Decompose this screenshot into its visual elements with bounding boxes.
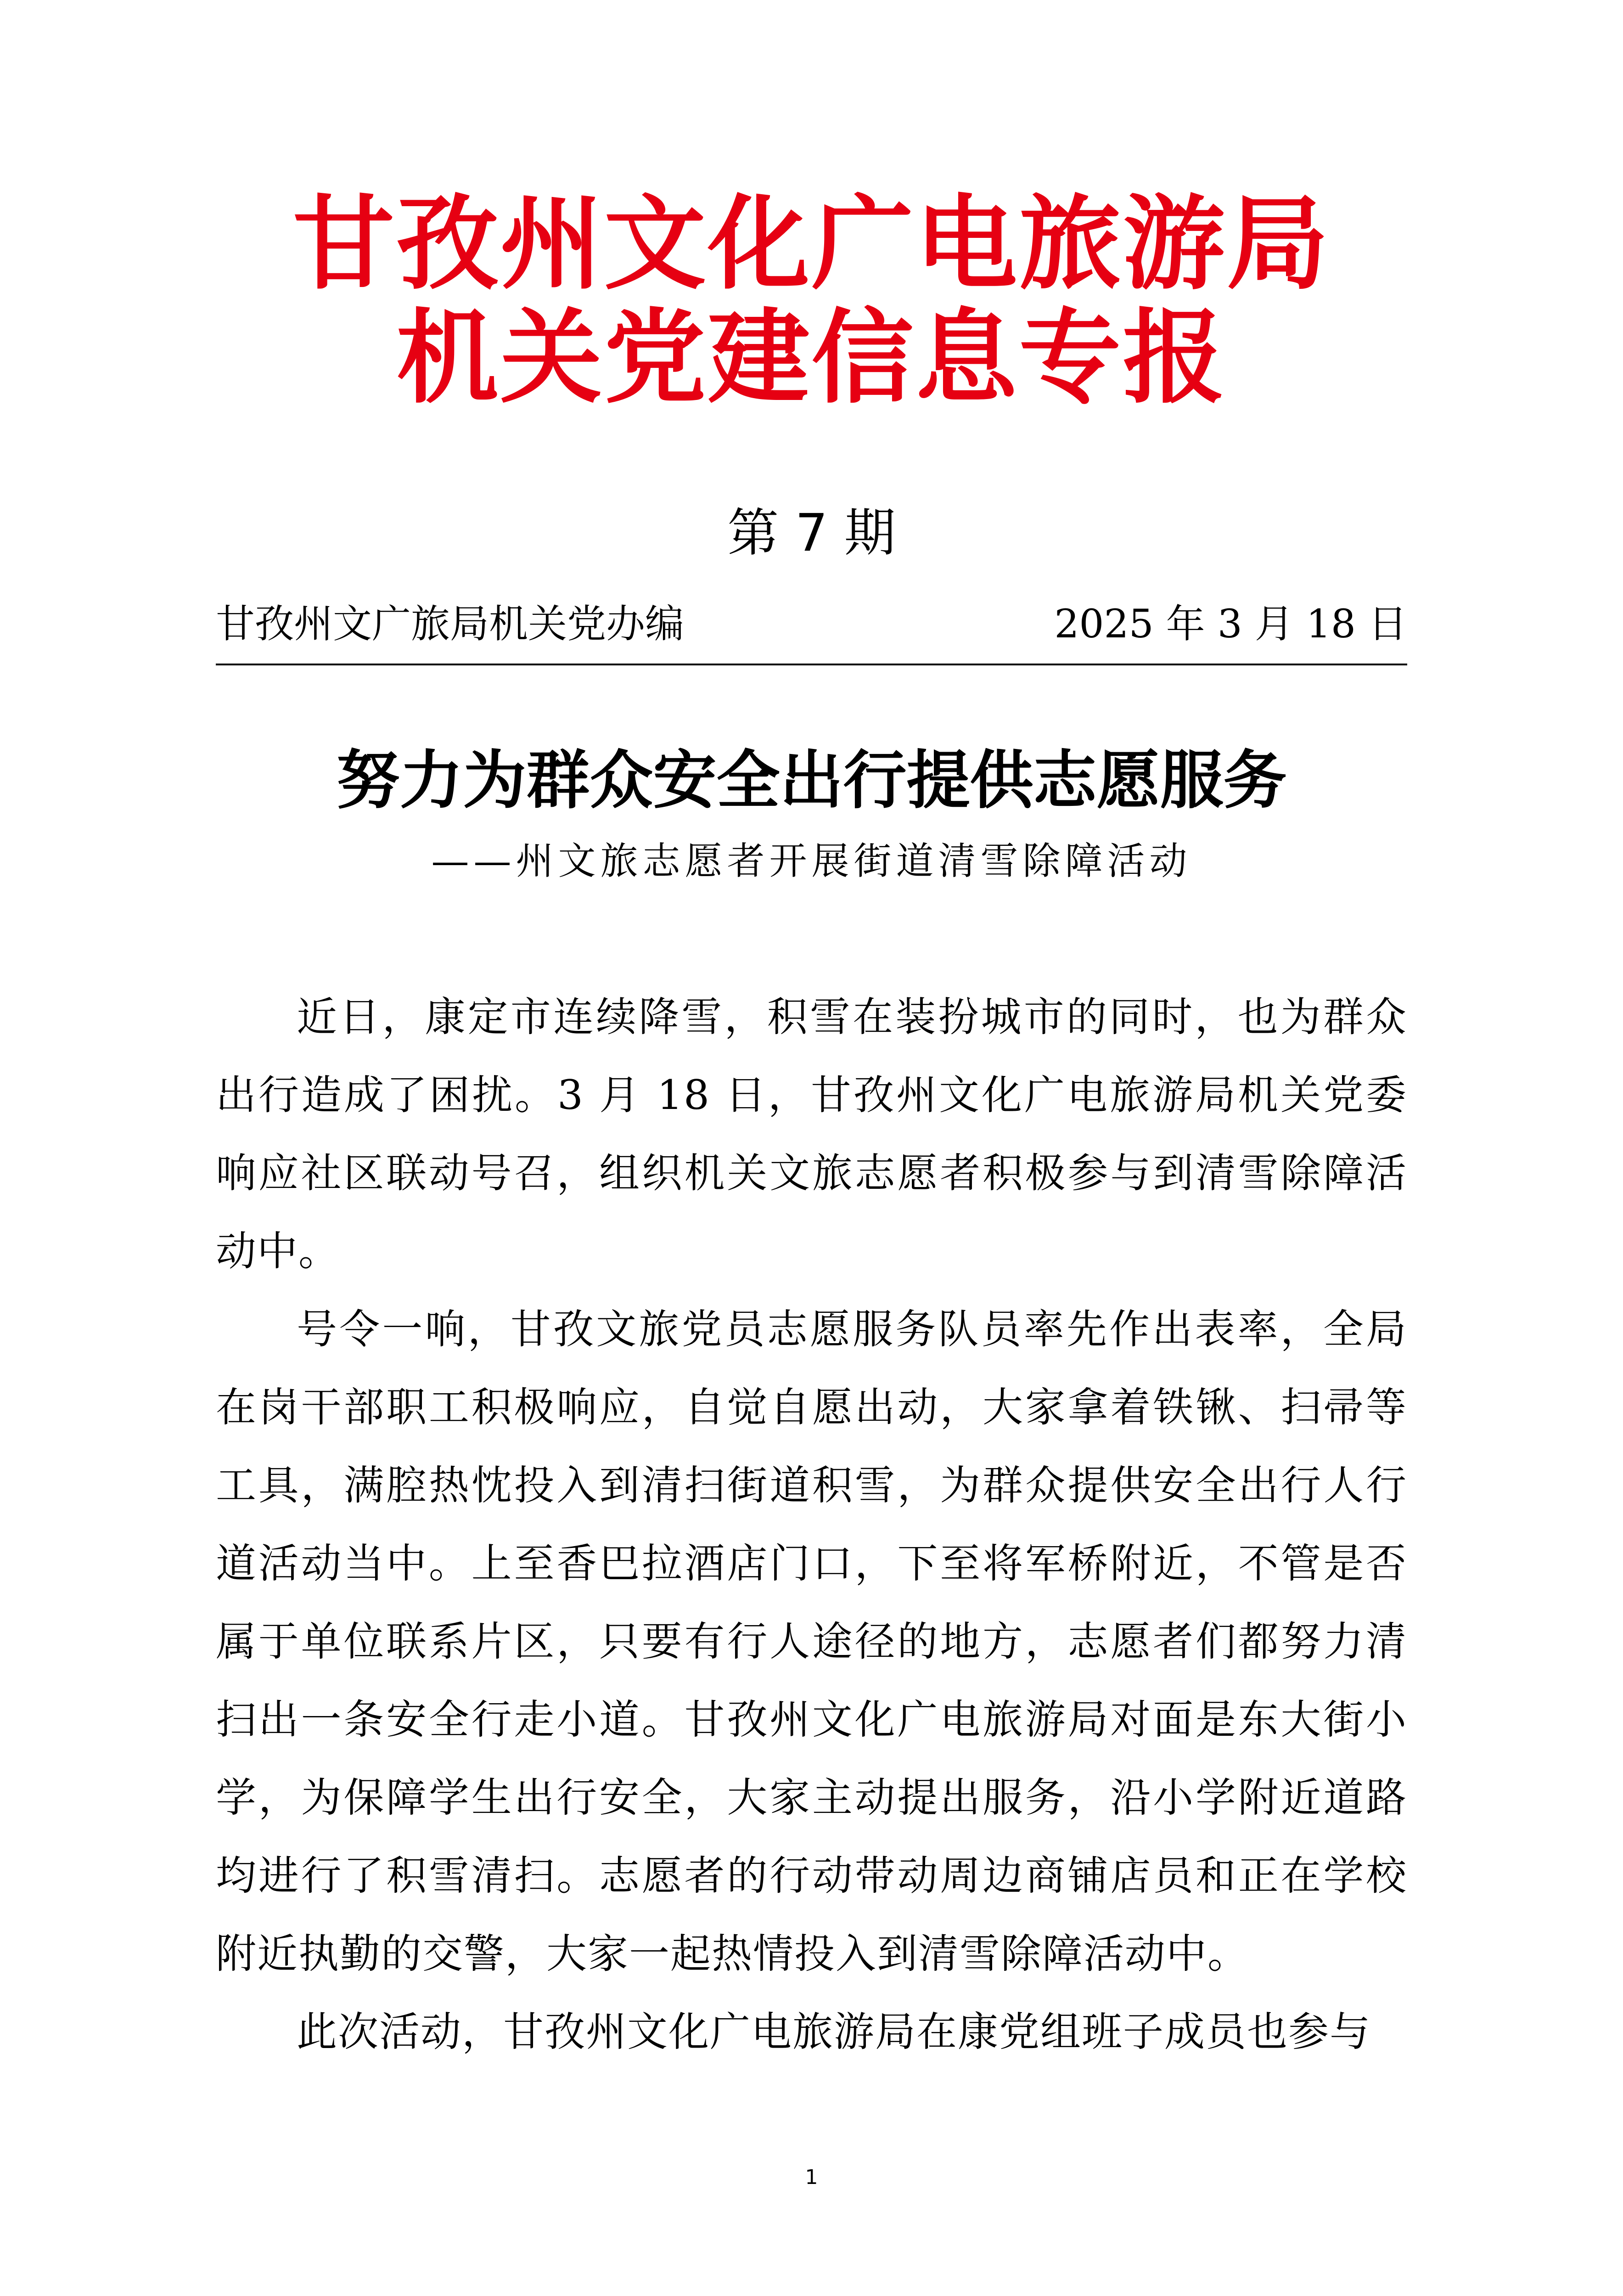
page-number: 1 (805, 2166, 818, 2189)
header-divider (216, 664, 1407, 665)
publication-date: 2025 年 3 月 18 日 (1054, 602, 1407, 647)
editor-line: 甘孜州文广旅局机关党办编 (216, 602, 685, 647)
article-paragraph: 号令一响，甘孜文旅党员志愿服务队员率先作出表率，全局在岗干部职工积极响应，自觉自愿出动，大家拿着铁锹、扫帚等工具，满腔热忱投入到清扫街道积雪，为群众提供安全出行人行道活动当中。上至香巴拉酒店门口，下至将军桥附近，不管是否属于单位联系片区，只要有行人途径的地方，志愿者们都努力清扫出一条安全行走小道。甘孜州文化广电旅游局对面是东大街小学，为保障学生出行安全，大家主动提出服务，沿小学附近道路均进行了积雪清扫。志愿者的行动带动周边商铺店员和正在学校附近执勤的交警，大家一起热情投入到清雪除障活动中。 (216, 1306, 1407, 1977)
article-subtitle: ——州文旅志愿者开展街道清雪除障活动 (431, 839, 1192, 883)
issue-number: 第 7 期 (727, 503, 896, 563)
article-paragraph: 近日，康定市连续降雪，积雪在装扮城市的同时，也为群众出行造成了困扰。3 月 18 日，甘孜州文化广电旅游局机关党委响应社区联动号召，组织机关文旅志愿者积极参与到清雪除障活动中。 (216, 993, 1407, 1275)
article-title: 努力为群众安全出行提供志愿服务 (336, 743, 1287, 817)
article-paragraph: 此次活动，甘孜州文化广电旅游局在康党组班子成员也参与 (297, 2008, 1371, 2055)
publication-meta (216, 597, 1407, 652)
masthead-line-2: 机关党建信息专报 (396, 298, 1227, 417)
article-body (216, 978, 1407, 2071)
masthead-line-1: 甘孜州文化广电旅游局 (292, 184, 1331, 304)
